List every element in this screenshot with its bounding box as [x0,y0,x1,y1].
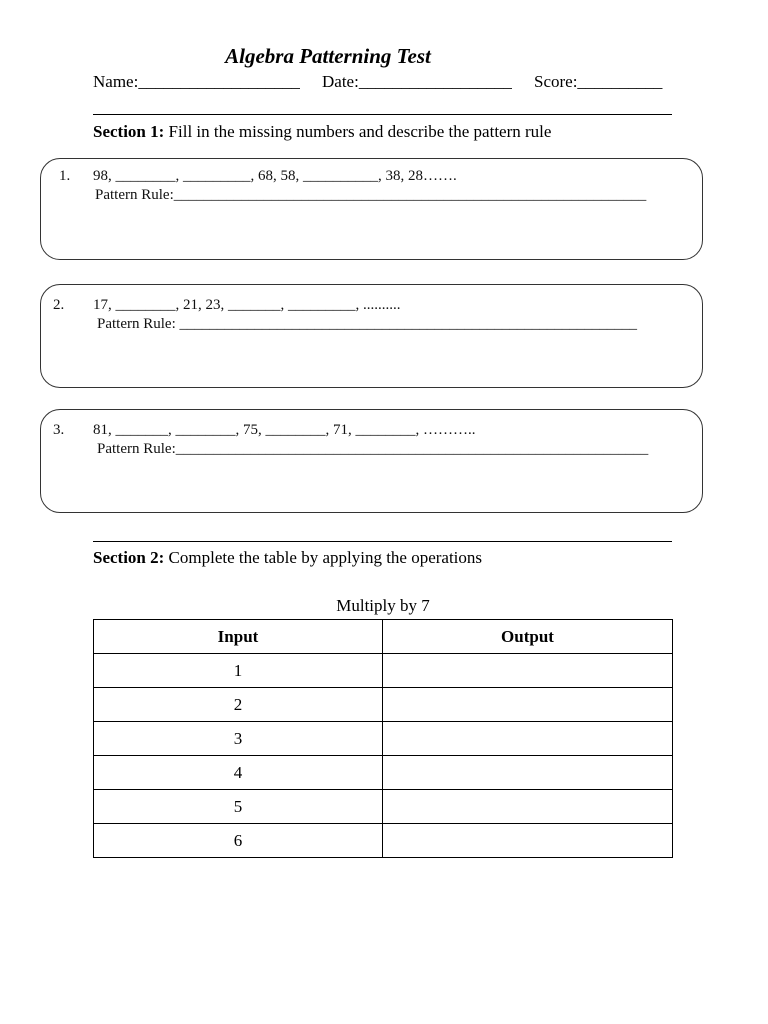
problem-1-sequence-line [59,168,457,185]
problem-2-rule[interactable]: Pattern Rule: _____________________________________________________________ [97,316,637,332]
table-row [94,688,673,722]
output-cell[interactable] [383,688,673,722]
section1-label: Section 1: [93,122,165,141]
problem-2-sequence[interactable]: 17, ________, 21, 23, _______, _________, .......... [93,297,401,313]
output-cell[interactable] [383,756,673,790]
table-row [94,756,673,790]
page-title: Algebra Patterning Test [225,44,431,68]
output-cell[interactable] [383,790,673,824]
column-header-input: Input [94,620,383,654]
table-row [94,654,673,688]
input-cell: 6 [94,824,383,858]
score-field[interactable]: Score:__________ [534,72,663,91]
input-cell: 1 [94,654,383,688]
section1-heading [93,122,551,142]
table-header-row [94,620,673,654]
section1-instructions: Fill in the missing numbers and describe the pattern rule [164,122,552,141]
input-cell: 2 [94,688,383,722]
output-cell[interactable] [383,722,673,756]
table-row [94,722,673,756]
input-cell: 4 [94,756,383,790]
problem-3-sequence-line [53,422,476,439]
section2-instructions: Complete the table by applying the operations [164,548,483,567]
divider [93,114,672,115]
problem-2-sequence-line [53,297,401,314]
problem-1-rule[interactable]: Pattern Rule:_______________________________________________________________ [95,187,647,203]
input-cell: 5 [94,790,383,824]
problem-3-sequence[interactable]: 81, _______, ________, 75, ________, 71, ________, ……….. [93,422,476,438]
section2-label: Section 2: [93,548,165,567]
section2-heading [93,548,482,568]
problem-3-rule[interactable]: Pattern Rule:_______________________________________________________________ [97,441,649,457]
problem-3-number: 3. [53,422,65,438]
problem-1-sequence[interactable]: 98, ________, _________, 68, 58, __________, 38, 28……. [93,168,457,184]
output-cell[interactable] [383,654,673,688]
table-row [94,790,673,824]
table-row [94,824,673,858]
divider [93,541,672,542]
input-cell: 3 [94,722,383,756]
output-cell[interactable] [383,824,673,858]
table-caption: Multiply by 7 [336,596,430,615]
date-field[interactable]: Date:__________________ [322,72,512,91]
column-header-output: Output [383,620,673,654]
name-field[interactable]: Name:___________________ [93,72,300,91]
problem-2-number: 2. [53,297,65,313]
input-output-table [93,619,673,858]
problem-1-number: 1. [59,168,71,184]
